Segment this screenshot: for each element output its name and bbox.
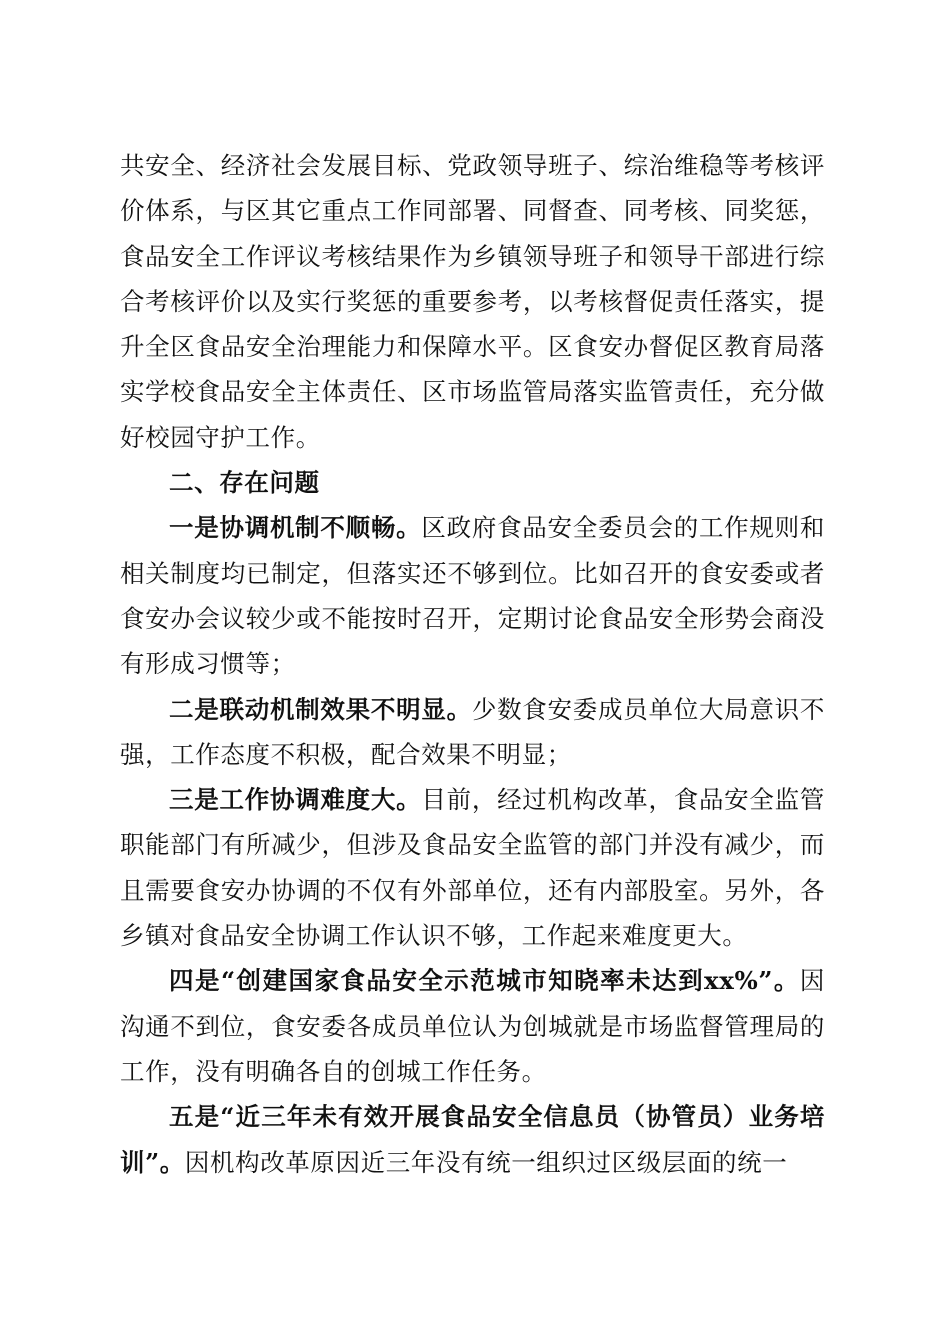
- issue-lead-3: 三是工作协调难度大。: [169, 785, 422, 815]
- issue-body-5: 因机构改革原因近三年没有统一组织过区级层面的统一: [184, 1147, 788, 1177]
- issue-paragraph-1: [120, 505, 825, 686]
- issue-lead-4: 四是“创建国家食品安全示范城市知晓率未达到xx%”。: [169, 966, 800, 996]
- issue-paragraph-3: [120, 777, 825, 958]
- issue-body-2: 少数食安委成员单位大局意识不强，工作态度不积极，配合效果不明显；: [120, 694, 825, 769]
- issue-body-1: 区政府食品安全委员会的工作规则和相关制度均已制定，但落实还不够到位。比如召开的食安委或者食安办会议较少或不能按时召开，定期讨论食品安全形势会商没有形成习惯等；: [120, 513, 825, 679]
- issue-body-3: 目前，经过机构改革，食品安全监管职能部门有所减少，但涉及食品安全监管的部门并没有减少，而且需要食安办协调的不仅有外部单位，还有内部股室。另外，各乡镇对食品安全协调工作认识不够，工作起来难度更大。: [120, 785, 825, 951]
- issue-lead-1: 一是协调机制不顺畅。: [169, 513, 422, 543]
- issue-paragraph-5: [120, 1094, 825, 1185]
- body-paragraph: 共安全、经济社会发展目标、党政领导班子、综治维稳等考核评价体系，与区其它重点工作同部署、同督查、同考核、同奖惩，食品安全工作评议考核结果作为乡镇领导班子和领导干部进行综合考核评价以及实行奖惩的重要参考，以考核督促责任落实，提升全区食品安全治理能力和保障水平。区食安办督促区教育局落实学校食品安全主体责任、区市场监管局落实监管责任，充分做好校园守护工作。: [120, 151, 825, 452]
- issue-lead-5: 五是“近三年未有效开展食品安全信息员（协管员）业务培训”。: [120, 1102, 825, 1177]
- issue-paragraph-4: [120, 958, 825, 1094]
- section-heading: 二、存在问题: [169, 468, 320, 498]
- issue-paragraph-2: [120, 687, 825, 778]
- issue-body-4: 因沟通不到位，食安委各成员单位认为创城就是市场监督管理局的工作，没有明确各自的创城工作任务。: [120, 966, 825, 1086]
- document-page: [120, 143, 825, 1185]
- issue-lead-2: 二是联动机制效果不明显。: [169, 694, 472, 724]
